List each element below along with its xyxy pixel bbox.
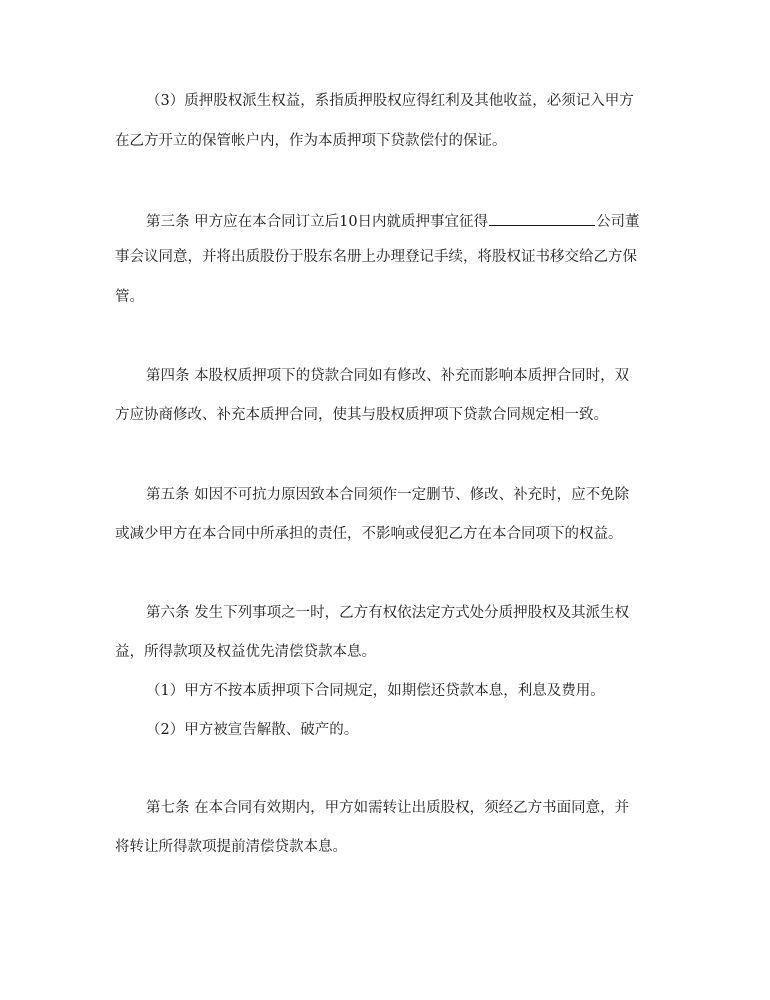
clause-6-line-2: 益，所得款项及权益优先清偿贷款本息。 [115,644,376,660]
clause-5-line-1: 第五条 如因不可抗力原因致本合同须作一定删节、修改、补充时，应不免除 [146,487,630,503]
clause-5-line-2: 或减少甲方在本合同中所承担的责任，不影响或侵犯乙方在本合同项下的权益。 [115,526,623,542]
clause-2-item-3-line-1: （3）质押股权派生权益，系指质押股权应得红利及其他收益，必须记入甲方 [146,93,634,109]
clause-6-line-1: 第六条 发生下列事项之一时，乙方有权依法定方式处分质押股权及其派生权 [146,605,630,621]
clause-6-item-1: （1）甲方不按本质押项下合同规定，如期偿还贷款本息，利息及费用。 [146,683,605,699]
clause-6-item-2: （2）甲方被宣告解散、破产的。 [146,722,359,738]
clause-7-line-2: 将转让所得款项提前清偿贷款本息。 [115,839,347,855]
clause-3-text-after-blank: 公司董 [596,214,640,230]
clause-3-line-1 [146,211,640,230]
clause-4-line-1: 第四条 本股权质押项下的贷款合同如有修改、补充而影响本质押合同时，双 [146,368,630,384]
clause-3-line-3: 管。 [115,289,144,305]
fill-in-blank-company [489,211,595,226]
clause-3-line-2: 事会议同意，并将出质股份于股东名册上办理登记手续，将股权证书移交给乙方保 [115,249,637,265]
clause-3-text-before-blank: 第三条 甲方应在本合同订立后10日内就质押事宜征得 [146,214,489,230]
clause-4-line-2: 方应协商修改、补充本质押合同，使其与股权质押项下贷款合同规定相一致。 [115,407,608,423]
clause-2-item-3-line-2: 在乙方开立的保管帐户内，作为本质押项下贷款偿付的保证。 [115,133,507,149]
clause-7-line-1: 第七条 在本合同有效期内，甲方如需转让出质股权，须经乙方书面同意，并 [146,800,630,816]
